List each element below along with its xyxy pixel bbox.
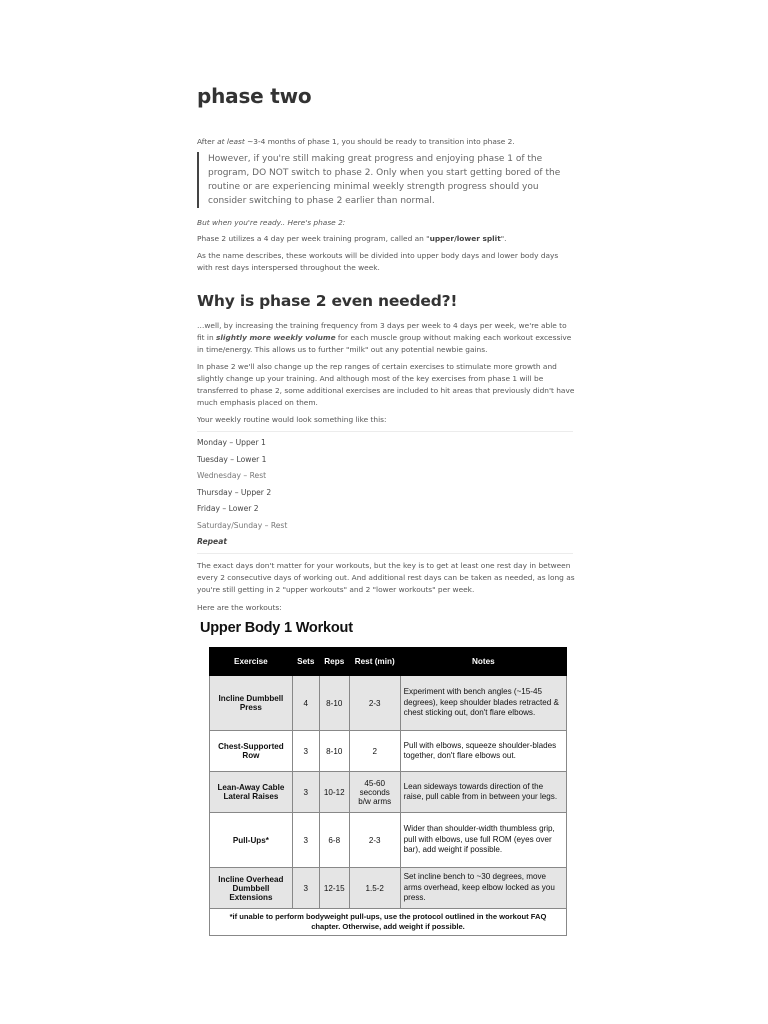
header-sets: Sets: [292, 648, 319, 676]
schedule-day: Thursday – Upper 2: [197, 487, 272, 497]
split-description: As the name describes, these workouts will be divided into upper body days and lower body days with rest days interspersed throughout the week.: [197, 251, 559, 272]
ready-line: But when you're ready.. Here's phase 2:: [197, 218, 346, 227]
reps-cell: 6-8: [319, 813, 349, 868]
routine-intro: Your weekly routine would look something like this:: [197, 415, 387, 424]
header-exercise: Exercise: [210, 648, 293, 676]
table-row: [210, 868, 567, 909]
exercise-cell: Incline Dumbbell Press: [210, 676, 293, 731]
intro-text-start: After: [197, 137, 218, 146]
why-emphasis: slightly more weekly volume: [216, 333, 336, 342]
reps-cell: 8-10: [319, 676, 349, 731]
intro-paragraph: [197, 136, 575, 148]
blockquote: [197, 152, 576, 208]
why-paragraph-2: In phase 2 we'll also change up the rep ranges of certain exercises to stimulate more growth and slightly change up your training. And although most of the key exercises from phase 1 will be transferred to phase 2, some additional exercises are included to hit areas that previously didn't have much emphasis placed on them.: [197, 362, 575, 407]
rest-cell: 2: [349, 731, 400, 772]
notes-cell: Lean sideways towards direction of the raise, pull cable from in between your legs.: [400, 772, 566, 813]
header-rest: Rest (min): [349, 648, 400, 676]
split-text-end: ".: [500, 234, 507, 243]
split-bold: upper/lower split: [429, 234, 501, 243]
days-note: The exact days don't matter for your workouts, but the key is to get at least one rest day in between every 2 consecutive days of working out. And additional rest days can be taken as needed, as long as you're still getting in 2 "upper workouts" and 2 "lower workouts" per week.: [197, 561, 575, 594]
schedule-repeat: Repeat: [197, 537, 227, 546]
sets-cell: 3: [292, 813, 319, 868]
table-row: [210, 772, 567, 813]
table-row: [210, 813, 567, 868]
exercise-cell: Incline Overhead Dumbbell Extensions: [210, 868, 293, 909]
workouts-intro: Here are the workouts:: [197, 603, 282, 612]
table-header-row: [210, 648, 567, 676]
split-text-start: Phase 2 utilizes a 4 day per week training program, called an ": [197, 234, 430, 243]
schedule-day: Saturday/Sunday – Rest: [197, 520, 288, 530]
reps-cell: 10-12: [319, 772, 349, 813]
reps-cell: 8-10: [319, 731, 349, 772]
why-paragraph-1: [197, 320, 575, 356]
rest-cell: 1.5-2: [349, 868, 400, 909]
notes-cell: Experiment with bench angles (~15-45 degrees), keep shoulder blades retracted & chest sticking out, don't flare elbows.: [400, 676, 566, 731]
page-title: phase two: [197, 84, 312, 108]
intro-text-end: ~3-4 months of phase 1, you should be ready to transition into phase 2.: [244, 137, 515, 146]
intro-emphasis: at least: [217, 137, 245, 146]
header-reps: Reps: [319, 648, 349, 676]
sets-cell: 3: [292, 868, 319, 909]
sets-cell: 3: [292, 772, 319, 813]
exercise-cell: Pull-Ups*: [210, 813, 293, 868]
exercise-cell: Lean-Away Cable Lateral Raises: [210, 772, 293, 813]
workout-title: Upper Body 1 Workout: [200, 620, 353, 636]
why-text-end: for each muscle group without making each workout excessive in time/energy. This allows us to further "milk" out any potential newbie gains.: [197, 333, 572, 354]
notes-cell: Set incline bench to ~30 degrees, move arms overhead, keep elbow locked as you press.: [400, 868, 566, 909]
schedule-day: Monday – Upper 1: [197, 438, 266, 447]
notes-cell: Wider than shoulder-width thumbless grip, pull with elbows, use full ROM (eyes over bar), add weight if possible.: [400, 813, 566, 868]
why-text-start: …well, by increasing the training frequency from 3 days per week to 4 days per week, we're able to fit in: [197, 321, 567, 342]
blockquote-text: However, if you're still making great progress and enjoying phase 1 of the program, DO NOT switch to phase 2. Only when you start getting bored of the routine or are experiencing minimal weekly strength progress should you consider switching to phase 2 earlier than normal.: [208, 154, 561, 206]
table-row: [210, 731, 567, 772]
schedule-day: Wednesday – Rest: [197, 471, 267, 480]
schedule-day: Friday – Lower 2: [197, 504, 259, 513]
table-footnote-row: [210, 909, 567, 936]
sets-cell: 3: [292, 731, 319, 772]
divider-bottom: [197, 553, 573, 554]
rest-cell: 2-3: [349, 813, 400, 868]
section-heading: Why is phase 2 even needed?!: [197, 292, 458, 310]
rest-cell: 2-3: [349, 676, 400, 731]
rest-cell: 45-60 seconds b/w arms: [349, 772, 400, 813]
workout-table: [209, 647, 567, 936]
split-paragraph: [197, 233, 575, 245]
sets-cell: 4: [292, 676, 319, 731]
table-footnote: *if unable to perform bodyweight pull-ups, use the protocol outlined in the workout FAQ chapter. Otherwise, add weight if possible.: [210, 909, 567, 936]
notes-cell: Pull with elbows, squeeze shoulder-blades together, don't flare elbows out.: [400, 731, 566, 772]
table-row: [210, 676, 567, 731]
reps-cell: 12-15: [319, 868, 349, 909]
exercise-cell: Chest-Supported Row: [210, 731, 293, 772]
schedule-day: Tuesday – Lower 1: [197, 454, 267, 464]
divider-top: [197, 431, 573, 432]
weekly-schedule: [197, 437, 575, 553]
header-notes: Notes: [400, 648, 566, 676]
